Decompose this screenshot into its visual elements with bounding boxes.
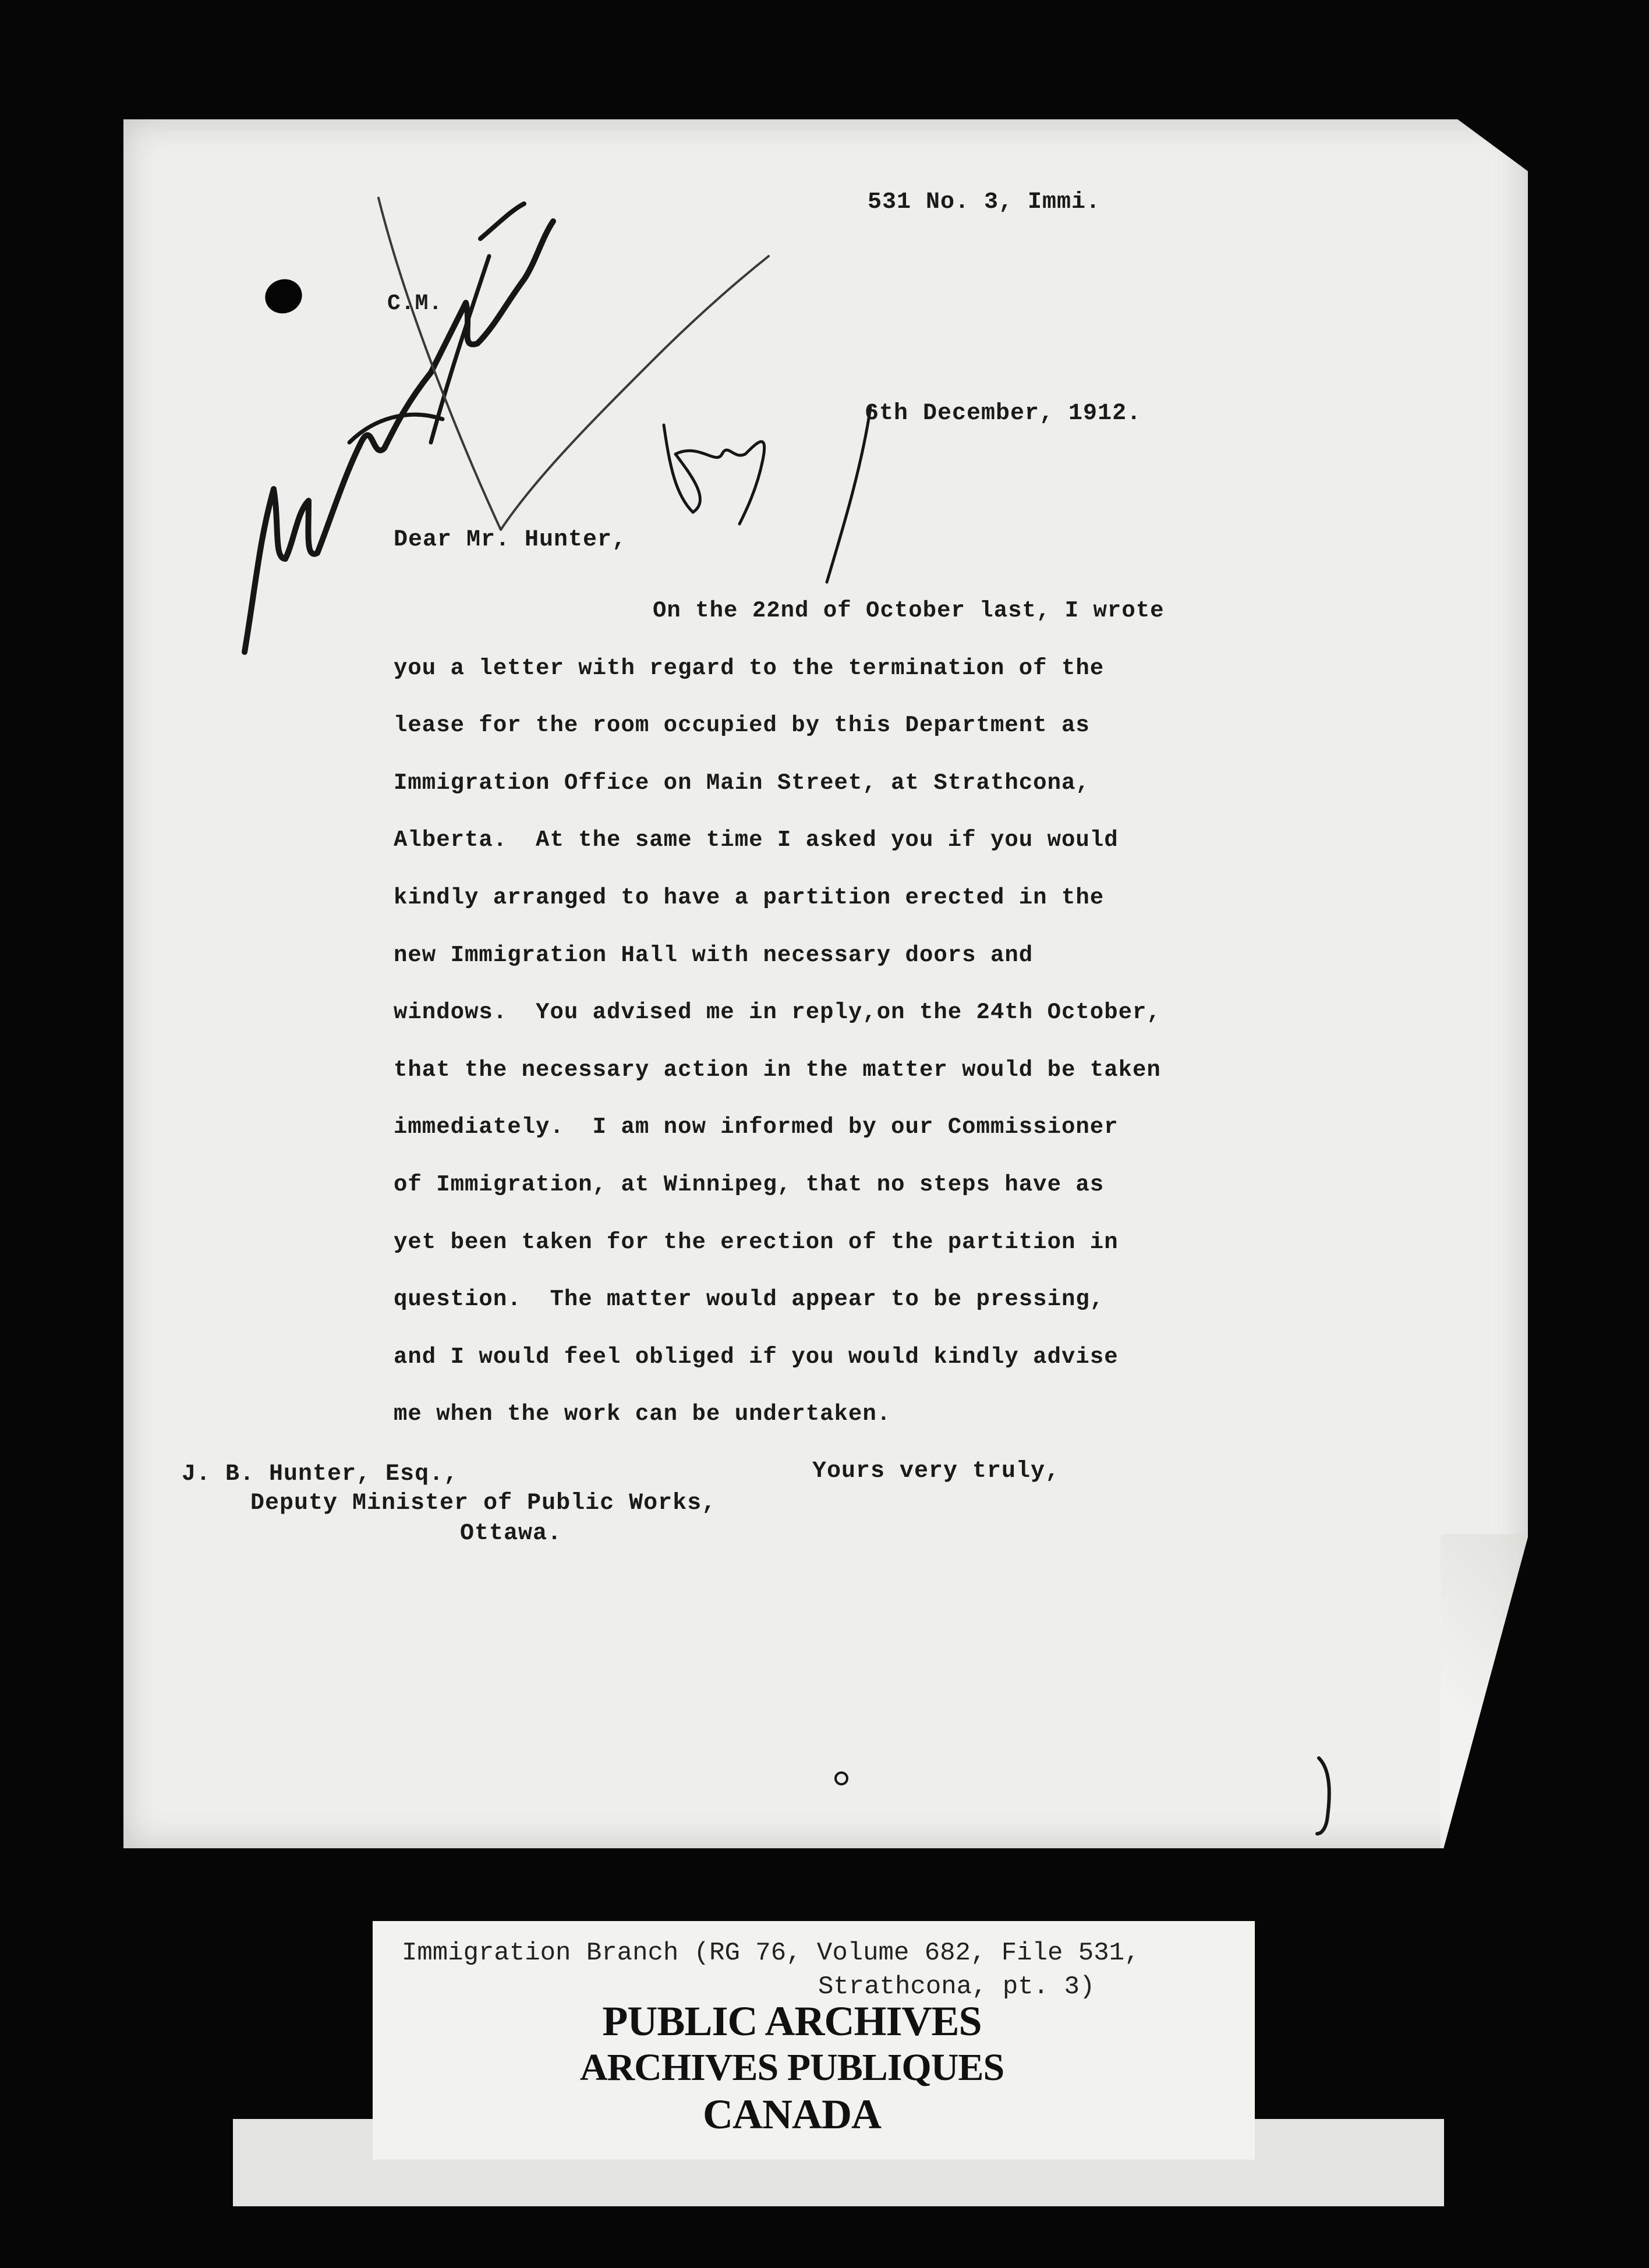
body-line: of Immigration, at Winnipeg, that no steps have as [394,1171,1105,1197]
small-pen-mark [836,1773,847,1784]
archives-stamp [547,1998,1036,2146]
body-line: yet been taken for the erection of the partition in [394,1229,1119,1255]
recipient-title: Deputy Minister of Public Works, [250,1490,717,1516]
handwritten-stroke [827,407,870,582]
body-line: new Immigration Hall with necessary doors and [394,942,1034,968]
recipient-name: J. B. Hunter, Esq., [182,1461,459,1487]
stamp-line-english: PUBLIC ARCHIVES [602,1998,982,2044]
body-line: On the 22nd of October last, I wrote [653,598,1165,623]
archive-reference-line1: Immigration Branch (RG 76, Volume 682, File 531, [402,1939,1140,1968]
body-line: and I would feel obliged if you would kindly advise [394,1344,1119,1370]
body-line: you a letter with regard to the termination of the [394,655,1105,681]
body-line: question. The matter would appear to be pressing, [394,1287,1105,1313]
file-reference: 531 No. 3, Immi. [868,189,1101,215]
archive-reference-line2: Strathcona, pt. 3) [818,1972,1095,2001]
stamp-line-french: ARCHIVES PUBLIQUES [579,2046,1004,2089]
body-line: kindly arranged to have a partition erected in the [394,884,1105,910]
body-line: immediately. I am now informed by our Commissioner [394,1114,1119,1140]
body-line: that the necessary action in the matter would be taken [394,1057,1161,1083]
stamp-line-country: CANADA [703,2091,881,2138]
initials: C.M. [387,291,443,316]
body-line: Alberta. At the same time I asked you if you would [394,827,1119,853]
body-line: me when the work can be undertaken. [394,1401,891,1427]
letter-body [394,582,1383,1443]
handwritten-initials [664,425,765,524]
body-line: lease for the room occupied by this Department as [394,713,1090,739]
bracket-mark [1317,1758,1329,1834]
body-line: windows. You advised me in reply,on the 24th October, [394,1000,1161,1026]
recipient-city: Ottawa. [460,1521,562,1547]
salutation: Dear Mr. Hunter, [394,527,627,553]
letter-date: 6th December, 1912. [865,401,1142,427]
closing: Yours very truly, [812,1458,1060,1484]
body-line: Immigration Office on Main Street, at Strathcona, [394,770,1090,796]
